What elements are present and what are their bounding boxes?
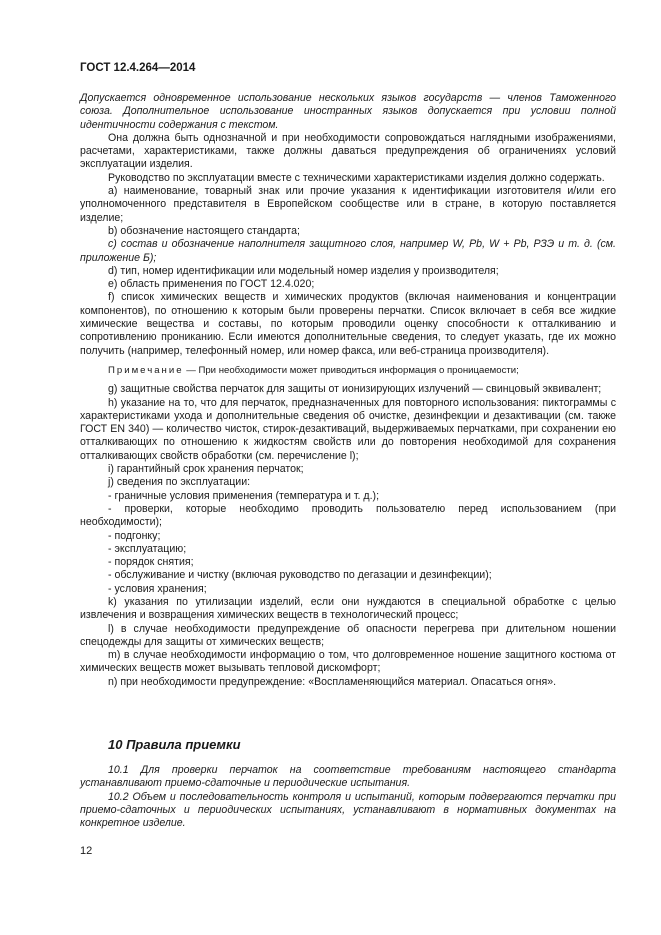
sub-item: - подгонку; [108, 529, 161, 542]
list-item-b: b) обозначение настоящего стандарта; [108, 224, 300, 237]
section-heading: 10 Правила приемки [108, 737, 241, 752]
list-item-f: f) список химических веществ и химических продуктов (включая наименования и концентрации компонентов), по отношению к которым были проверены перчатки. Список включает в себя все жидкие химические вещества и составы, по которым проводили оценку способности к отталкиванию и сопротивлению прониканию. Если имеются дополнительные сведения, то следует указать, где их можно получить (например, телефонный номер, или номер факса, или веб-страница производителя). [80, 291, 616, 357]
document-header: ГОСТ 12.4.264—2014 [80, 62, 196, 74]
sub-item: - граничные условия применения (температура и т. д.); [108, 489, 380, 502]
note-text: — При необходимости может приводиться информация о проницаемости; [183, 364, 519, 376]
list-item-m: m) в случае необходимости информацию о том, что долговременное ношение защитного костюма от химических веществ может вызывать тепловой дискомфорт; [80, 649, 616, 675]
sub-item: - эксплуатацию; [108, 542, 187, 555]
clause-10-2: 10.2 Объем и последовательность контроля и испытаний, которым подвергаются перчатки при приемо-сдаточных и периодических испытаниях, устанавливают в нормативных документах на конкретное изделие. [80, 790, 616, 830]
note-label: Примечание [108, 364, 184, 376]
list-item-h: h) указание на то, что для перчаток, предназначенных для повторного использования: пиктограммы с характеристиками ухода и дополнительные сведения об очистке, дезинфекции и дезактивации (см. также ГОСТ EN 340) — количество чисток, стирок-дезактиваций, выдерживаемых перчатками, при сохранении ею отталкивающих по отношению к жидкостям свойств или до повторения необходимой для сохранения отталкивающих свойств обработки (см. перечисление l); [80, 396, 616, 462]
list-item-n: n) при необходимости предупреждение: «Воспламеняющийся материал. Опасаться огня». [108, 675, 557, 688]
list-item-e: e) область применения по ГОСТ 12.4.020; [108, 278, 315, 291]
list-item-k: k) указания по утилизации изделий, если они нуждаются в специальной обработке с целью извлечения и возвращения химических веществ в технологический процесс; [80, 595, 616, 622]
list-item-i: i) гарантийный срок хранения перчаток; [108, 463, 304, 476]
note [80, 364, 616, 377]
list-item-c: c) состав и обозначение наполнителя защитного слоя, например W, Pb, W + Pb, РЗЭ и т. д. (см. приложение Б); [80, 238, 616, 264]
list-item-a: a) наименование, товарный знак или прочие указания к идентификации изготовителя и/или его уполномоченного представителя в Европейском сообществе или в стране, в которую поставляется изделие; [80, 185, 616, 224]
section-body [80, 764, 616, 830]
paragraph: Допускается одновременное использование нескольких языков государств — членов Таможенного союза. Дополнительное использование иностранных языков допускается при условии полной идентичности содержания с текстом. [80, 92, 616, 131]
sub-item: - порядок снятия; [108, 556, 194, 569]
list-item-l: l) в случае необходимости предупреждение об опасности перегрева при длительном ношении спецодежды для защиты от химических веществ; [80, 622, 616, 648]
sub-item: - проверки, которые необходимо проводить пользователю перед использованием (при необходимости); [80, 502, 616, 529]
sub-item: - обслуживание и чистку (включая руководство по дегазации и дезинфекции); [108, 569, 492, 582]
paragraph: Она должна быть однозначной и при необходимости сопровождаться наглядными изображениями, расчетами, характеристиками, также должны даваться предупреждения об ограничениях условий эксплуатации изделия. [80, 131, 616, 171]
page-number: 12 [80, 845, 93, 857]
paragraph: Руководство по эксплуатации вместе с техническими характеристиками изделия должно содержать. [108, 171, 605, 184]
list-item-d: d) тип, номер идентификации или модельный номер изделия у производителя; [108, 264, 499, 277]
list-item-j: j) сведения по эксплуатации: [108, 476, 251, 489]
document-body [80, 92, 616, 689]
list-item-g: g) защитные свойства перчаток для защиты от ионизирующих излучений — свинцовый эквивалент; [108, 383, 602, 396]
sub-item: - условия хранения; [108, 582, 207, 595]
clause-10-1: 10.1 Для проверки перчаток на соответствие требованиям настоящего стандарта устанавливают приемо-сдаточные и периодические испытания. [80, 764, 616, 790]
